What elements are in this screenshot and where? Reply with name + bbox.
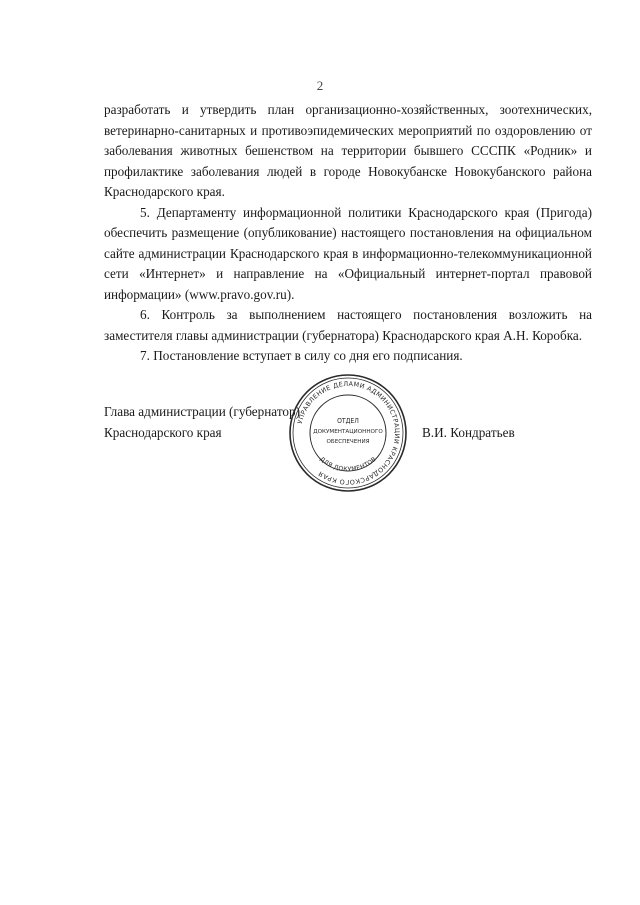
- signatory-name: В.И. Кондратьев: [422, 424, 515, 440]
- paragraph-item-5: 5. Департаменту информационной политики Краснодарского края (Пригода) обеспечить размещение (опубликование) настоящего постановления на официальном сайте администрации Краснодарского края в информационно-телекоммуникационной сети «Интернет» и направление на «Официальный интернет-портал правовой информации» (www.pravo.gov.ru).: [104, 204, 592, 302]
- stamp-center-line2: ДОКУМЕНТАЦИОННОГО: [313, 429, 383, 435]
- paragraph-item-6: 6. Контроль за выполнением настоящего постановления возложить на заместителя главы администрации (губернатора) Краснодарского края А.Н. Коробка.: [104, 307, 592, 343]
- stamp-graphic: [286, 371, 410, 495]
- document-body: [104, 100, 592, 367]
- stamp-center-line3: ОБЕСПЕЧЕНИЯ: [326, 439, 370, 445]
- paragraph-continuation: разработать и утвердить план организационно-хозяйственных, зоотехнических, ветеринарно-санитарных и противоэпидемических мероприятий по оздоровлению от заболевания животных бешенством на территории бывшего СССПК «Родник» и профилактике заболевания людей в городе Новокубанске Новокубанского района Краснодарского края.: [104, 102, 592, 199]
- official-seal-stamp: [286, 371, 410, 495]
- signatory-title-line2: Краснодарского края: [104, 424, 222, 440]
- paragraph-item-7: 7. Постановление вступает в силу со дня его подписания.: [140, 348, 463, 363]
- signatory-title-line1: Глава администрации (губернатор): [104, 404, 300, 419]
- stamp-bottom-text: ДЛЯ ДОКУМЕНТОВ: [318, 455, 378, 474]
- stamp-outer-text: УПРАВЛЕНИЕ ДЕЛАМИ АДМИНИСТРАЦИИ КРАСНОДАРСКОГО КРАЯ: [295, 379, 402, 487]
- stamp-center-line1: ОТДЕЛ: [337, 417, 359, 425]
- signatory-title: [104, 402, 300, 443]
- page-number: 2: [316, 78, 324, 93]
